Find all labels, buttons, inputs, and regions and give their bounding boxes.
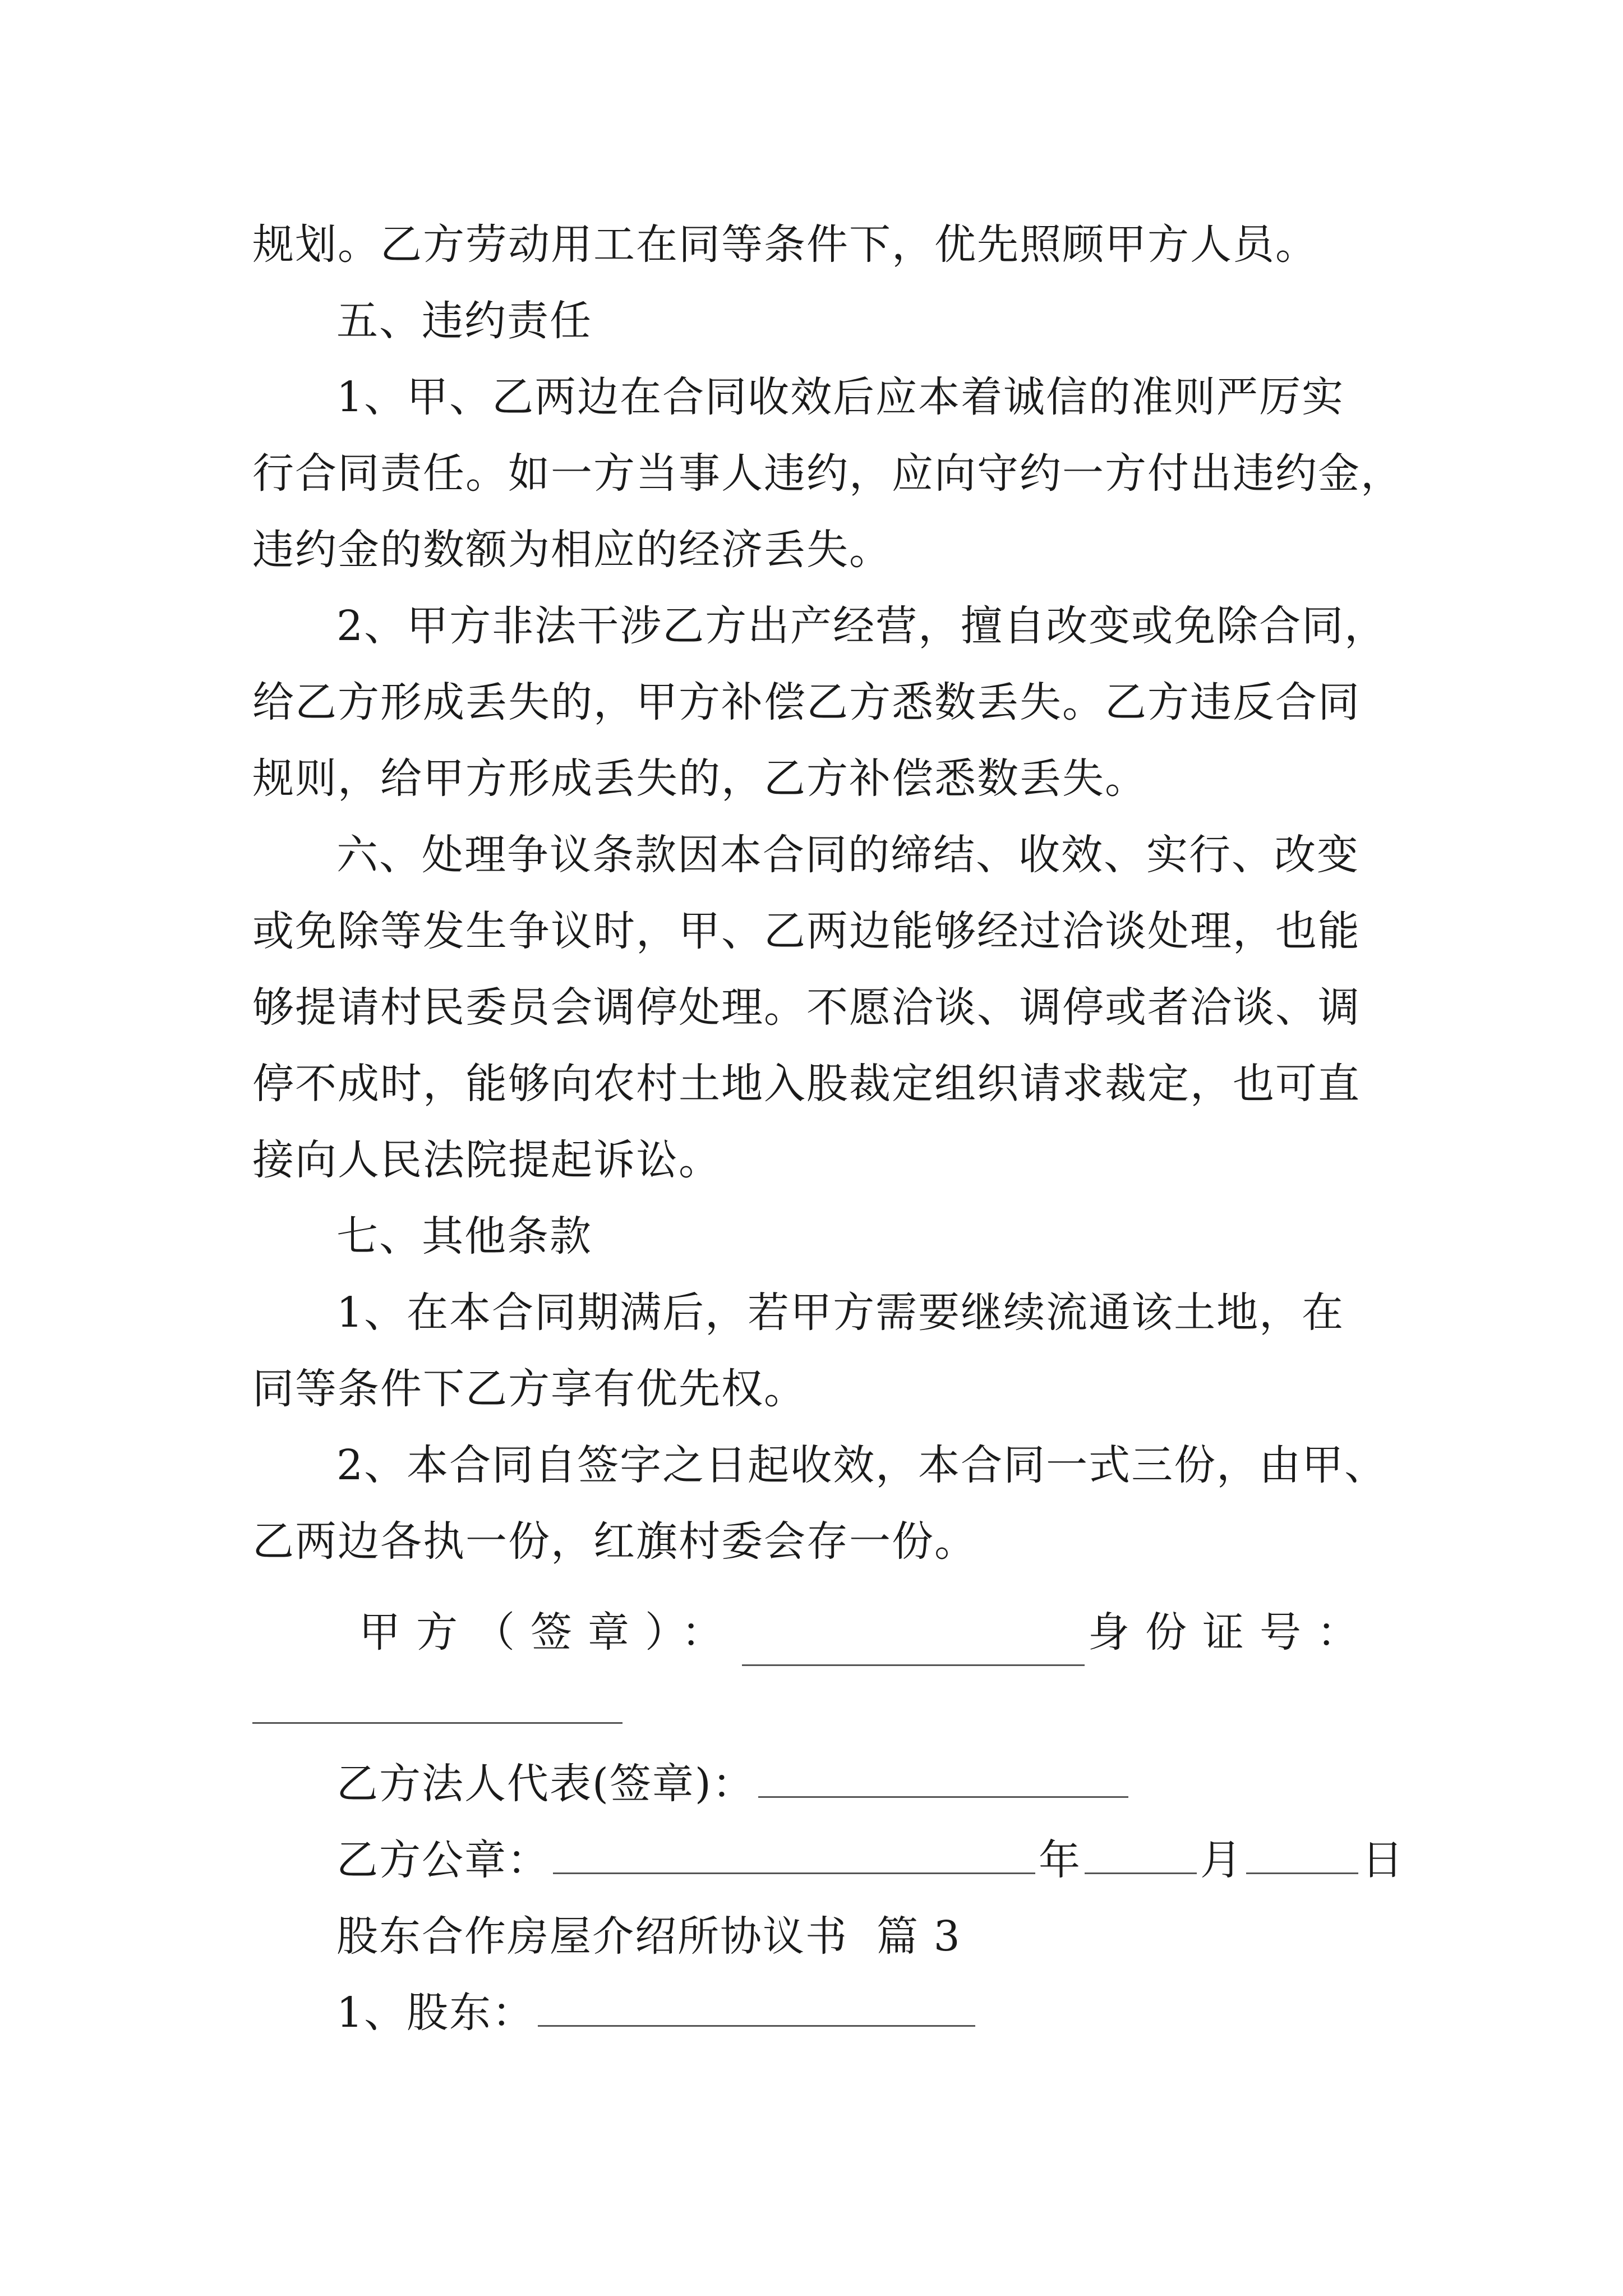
paragraph-line: 或免除等发生争议时，甲、乙两边能够经过洽谈处理，也能	[252, 907, 1361, 955]
paragraph-line: 够提请村民委员会调停处理。不愿洽谈、调停或者洽谈、调	[252, 983, 1361, 1032]
party-b-representative-row	[336, 1750, 1132, 1818]
shareholder-row	[336, 1979, 979, 2046]
paragraph-line: 1、甲、乙两边在合同收效后应本着诚信的准则严厉实	[336, 373, 1345, 421]
party-b-seal-row	[336, 1826, 1404, 1894]
party-b-representative-label: 乙方法人代表(签章)：	[336, 1760, 755, 1808]
paragraph-line: 接向人民法院提起诉讼。	[252, 1136, 721, 1184]
month-label: 月	[1200, 1836, 1243, 1884]
paragraph-line: 停不成时，能够向农村土地入股裁定组织请求裁定，也可直	[252, 1060, 1361, 1108]
party-b-representative-blank[interactable]	[758, 1789, 1128, 1798]
section-heading: 七、其他条款	[336, 1212, 592, 1260]
paragraph-line: 行合同责任。如一方当事人违约，应向守约一方付出违约金，	[252, 449, 1403, 498]
shareholder-label: 1、股东：	[336, 1989, 535, 2037]
shareholder-blank[interactable]	[538, 2018, 975, 2027]
paragraph-line: 规划。乙方劳动用工在同等条件下，优先照顾甲方人员。	[252, 220, 1318, 269]
id-number-blank[interactable]	[252, 1722, 623, 1724]
paragraph-line: 同等条件下乙方享有优先权。	[252, 1365, 806, 1413]
paragraph-line: 1、在本合同期满后，若甲方需要继续流通该土地，在	[336, 1289, 1345, 1337]
next-section-title: 股东合作房屋介绍所协议书 篇 3	[336, 1912, 961, 1961]
paragraph-line: 规则，给甲方形成丢失的，乙方补偿悉数丢失。	[252, 754, 1147, 803]
day-blank[interactable]	[1246, 1866, 1358, 1874]
party-b-seal-blank[interactable]	[553, 1866, 1035, 1874]
paragraph-line: 违约金的数额为相应的经济丢失。	[252, 526, 892, 574]
paragraph-line: 2、本合同自签字之日起收效，本合同一式三份，由甲、	[336, 1441, 1387, 1489]
party-b-seal-label: 乙方公章：	[336, 1836, 550, 1884]
id-number-label: 身份证号：	[1088, 1608, 1374, 1657]
paragraph-line: 给乙方形成丢失的，甲方补偿乙方悉数丢失。乙方违反合同	[252, 678, 1361, 726]
paragraph-line: 乙两边各执一份，红旗村委会存一份。	[252, 1517, 977, 1566]
party-a-signature-row	[359, 1599, 1374, 1666]
year-label: 年	[1039, 1836, 1081, 1884]
section-heading: 五、违约责任	[336, 297, 592, 345]
month-blank[interactable]	[1085, 1866, 1197, 1874]
paragraph-line: 2、甲方非法干涉乙方出产经营，擅自改变或免除合同，	[336, 602, 1387, 650]
party-a-signature-label: 甲方（签章）：	[359, 1608, 739, 1657]
party-a-signature-blank[interactable]	[742, 1658, 1085, 1666]
day-label: 日	[1362, 1836, 1404, 1884]
section-heading: 六、处理争议条款因本合同的缔结、收效、实行、改变	[336, 831, 1359, 879]
